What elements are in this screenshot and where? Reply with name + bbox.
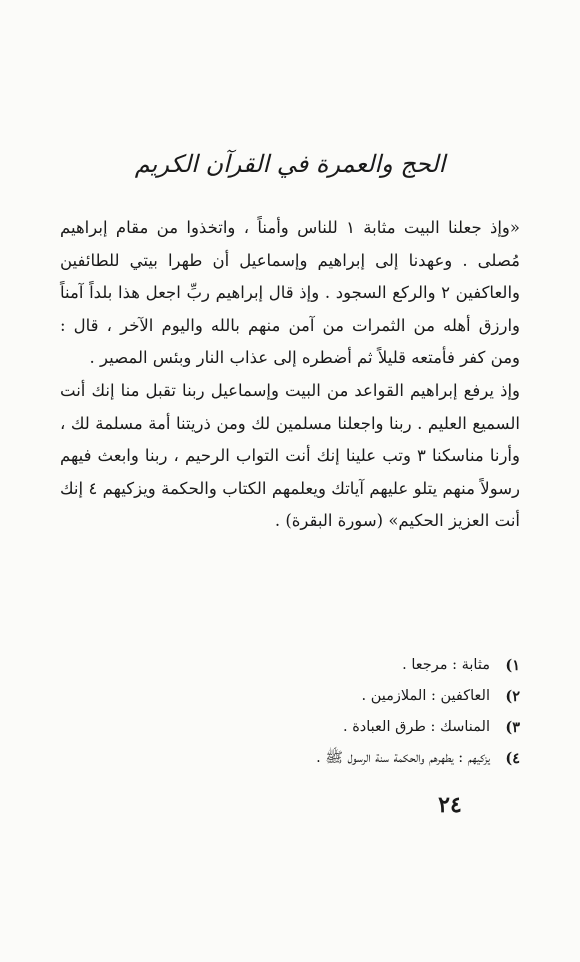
footnote-text: العاكفين : الملازمين . <box>361 688 490 704</box>
footnote-number: ٢) <box>505 688 520 705</box>
footnote-item <box>60 743 520 774</box>
paragraph-2: وإذ يرفع إبراهيم القواعد من البيت وإسماعيل ربنا تقبل منا إنك أنت السميع العليم . ربنا واجعلنا مسلمين لك ومن ذريتنا أمة مسلمة لك ، وأرنا مناسكنا ٣ وتب علينا إنك أنت التواب الرحيم ، ربنا وابعث فيهم رسولاً منهم يتلو عليهم آياتك ويعلمهم الكتاب والحكمة ويزكيهم ٤ إنك أنت العزيز الحكيم» (سورة البقرة) . <box>60 380 521 531</box>
page-number: ٢٤ <box>438 792 462 818</box>
footnote-text: المناسك : طرق العبادة . <box>342 719 490 735</box>
footnote-text: يزكيهم : يطهرهم والحكمة سنة الرسول ﷺ . <box>316 750 490 766</box>
footnote-number: ٤) <box>505 750 520 767</box>
paragraph-1: «وإذ جعلنا البيت مثابة ١ للناس وأمناً ، واتخذوا من مقام إبراهيم مُصلى . وعهدنا إلى إبراهيم وإسماعيل أن طهرا بيتي للطائفين والعاكفين ٢ والركع السجود . وإذ قال إبراهيم ربِّ اجعل هذا بلداً آمناً وارزق أهله من الثمرات من آمن منهم بالله واليوم الآخر ، قال : ومن كفر فأمتعه قليلاً ثم أضطره إلى عذاب النار وبئس المصير . <box>60 218 521 368</box>
footnote-item <box>60 681 520 712</box>
footnote-item <box>60 712 520 743</box>
footnote-item <box>60 650 520 681</box>
footnote-number: ٣) <box>505 719 520 736</box>
footnote-text: مثابة : مرجعا . <box>402 657 490 673</box>
footnote-number: ١) <box>505 657 520 674</box>
page-title: الحج والعمرة في القرآن الكريم <box>134 150 446 178</box>
footnotes <box>60 650 520 774</box>
quran-text <box>60 212 520 538</box>
